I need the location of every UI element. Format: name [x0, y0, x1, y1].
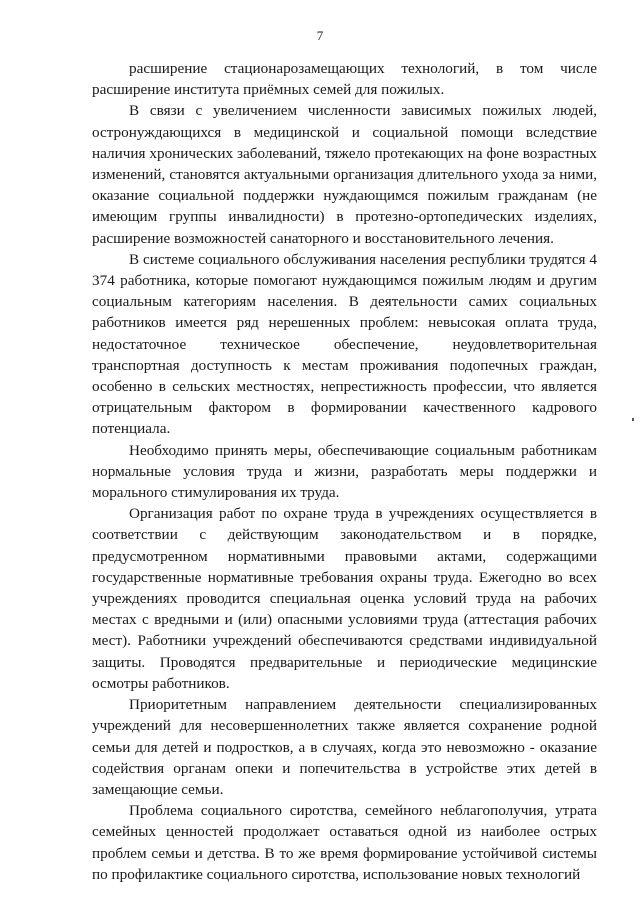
paragraph-2: В связи с увеличением численности зависимых пожилых людей, остронуждающихся в медицинской и социальной помощи вследствие наличия хронических заболеваний, тяжело протекающих на фоне возрастных изменений, становятся актуальными организация длительного ухода за ними, оказание социальной поддержки нуждающимся пожилым гражданам (не имеющим группы инвалидности) в протезно-ортопедических изделиях, расширение возможностей санаторного и восстановительного лечения.: [92, 102, 597, 247]
paragraph-6: Приоритетным направлением деятельности специализированных учреждений для несовершеннолетних также является сохранение родной семьи для детей и подростков, а в случаях, когда это невозможно - оказание содействия органам опеки и попечительства в устройстве этих детей в замещающие семьи.: [92, 696, 597, 798]
page-number: 7: [316, 28, 324, 43]
paragraph-7: Проблема социального сиротства, семейного неблагополучия, утрата семейных ценностей продолжает оставаться одной из наиболее острых проблем семьи и детства. В то же время формирование устойчивой системы по профилактике социального сиротства, использование новых технологий: [92, 802, 597, 883]
paragraph-5: Организация работ по охране труда в учреждениях осуществляется в соответствии с действующим законодательством и в порядке, предусмотренном нормативными правовыми актами, содержащими государственные нормативные требования охраны труда. Ежегодно во всех учреждениях проводится специальная оценка условий труда на рабочих местах с вредными и (или) опасными условиями труда (аттестация рабочих мест). Работники учреждений обеспечиваются средствами индивидуальной защиты. Проводятся предварительные и периодические медицинские осмотры работников.: [92, 505, 597, 692]
paragraph-4: Необходимо принять меры, обеспечивающие социальным работникам нормальные условия труда и жизни, разработать меры поддержки и морального стимулирования их труда.: [92, 441, 597, 502]
paragraph-3: В системе социального обслуживания населения республики трудятся 4 374 работника, которые помогают нуждающимся пожилым людям и другим социальным категориям населения. В деятельности самих социальных работников имеется ряд нерешенных проблем: невысокая оплата труда, недостаточное техническое обеспечение, неудовлетворительная транспортная доступность к местам проживания подопечных граждан, особенно в сельских местностях, непрестижность профессии, что является отрицательным фактором в формировании качественного кадрового потенциала.: [92, 250, 597, 438]
paragraph-1: расширение стационарозамещающих технологий, в том числе расширение института приёмных семей для пожилых.: [92, 60, 597, 99]
document-body: [92, 58, 597, 885]
scan-edge-mark: [632, 418, 634, 421]
